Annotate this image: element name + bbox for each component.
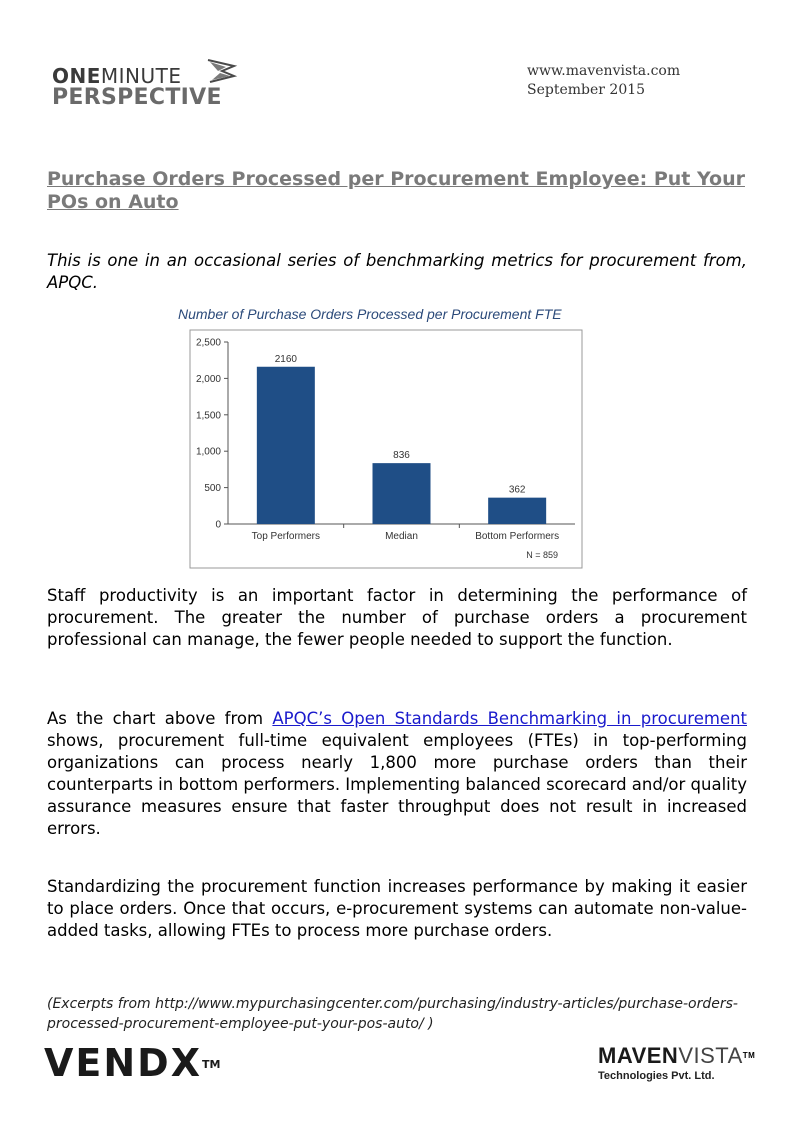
paragraph-productivity: Staff productivity is an important factor in determining the performance of procurement. The greater the number of purchase orders a procurement professional can manage, the fewer people needed to support the function. <box>47 586 747 649</box>
logo-perspective: PERSPECTIVE <box>52 85 222 110</box>
para2-before: As the chart above from <box>47 709 273 728</box>
chart-svg <box>170 304 600 574</box>
mv-vista: VISTA <box>678 1043 743 1068</box>
mv-trademark: TM <box>742 1051 756 1060</box>
bar <box>257 367 315 524</box>
hourglass-icon <box>204 56 244 86</box>
x-tick-label: Bottom Performers <box>475 531 560 542</box>
article-title: Purchase Orders Processed per Procurement Employee: Put Your POs on Auto <box>47 168 745 213</box>
bar <box>373 463 431 524</box>
x-tick-label: Median <box>385 531 418 542</box>
vendx-trademark: TM <box>202 1058 221 1071</box>
header-meta <box>527 62 680 100</box>
logo-minute: MINUTE <box>100 64 182 88</box>
one-minute-perspective-logo <box>52 56 252 112</box>
chart-title: Number of Purchase Orders Processed per Procurement FTE <box>178 306 562 322</box>
apqc-benchmarking-link[interactable]: APQC’s Open Standards Benchmarking in procurement <box>272 709 747 728</box>
para2-after: shows, procurement full-time equivalent employees (FTEs) in top-performing organizations can process nearly 1,800 more purchase orders than their counterparts in bottom performers. Implementing balanced scorecard and/or quality assurance measures ensure that faster throughput does not result in increased errors. <box>47 731 747 838</box>
logo-one: ONE <box>52 64 101 88</box>
vendx-text: VENDX <box>44 1041 203 1085</box>
excerpt-source: (Excerpts from http://www.mypurchasingcenter.com/purchasing/industry-articles/purchase-orders-processed-procurement-employee-put-your-pos-auto/ ) <box>47 996 738 1032</box>
y-tick-label: 1,500 <box>195 410 221 422</box>
website-text: www.mavenvista.com <box>527 63 681 79</box>
paragraph-apqc <box>47 708 747 840</box>
mavenvista-logo <box>598 1043 756 1082</box>
y-tick-label: 2,000 <box>195 373 221 385</box>
intro-paragraph: This is one in an occasional series of benchmarking metrics for procurement from, APQC. <box>47 251 747 292</box>
y-tick-label: 500 <box>204 483 221 495</box>
vendx-logo <box>44 1042 220 1084</box>
chart-note: N = 859 <box>526 550 558 560</box>
paragraph-standardizing: Standardizing the procurement function increases performance by making it easier to place orders. Once that occurs, e-procurement systems can automate non-value-added tasks, allowing FTEs to process more purchase orders. <box>47 877 747 940</box>
mv-maven: MAVEN <box>598 1043 679 1068</box>
y-tick-label: 0 <box>215 519 221 531</box>
bar-chart <box>170 304 600 574</box>
mavenvista-brand <box>598 1043 756 1068</box>
bar-value-label: 362 <box>508 484 526 496</box>
mavenvista-subtitle: Technologies Pvt. Ltd. <box>598 1070 715 1082</box>
y-tick-label: 1,000 <box>195 446 221 458</box>
bar-value-label: 836 <box>393 450 410 462</box>
y-tick-label: 2,500 <box>195 337 221 349</box>
x-tick-label: Top Performers <box>251 531 321 542</box>
date-text: September 2015 <box>527 82 646 98</box>
bar-value-label: 2160 <box>274 353 297 365</box>
bar <box>488 498 546 524</box>
